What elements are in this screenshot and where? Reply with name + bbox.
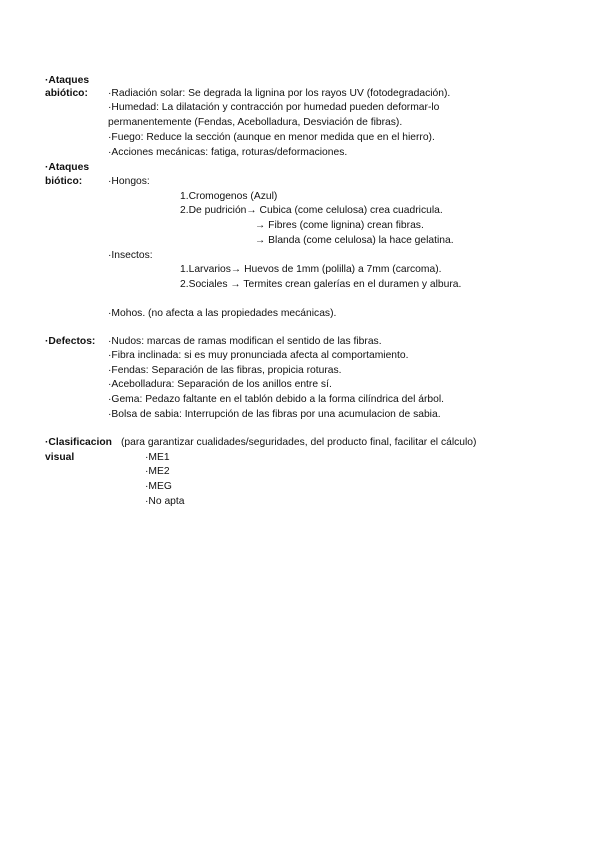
clasificacion-item: ·MEG: [145, 481, 172, 492]
insectos-label: ·Insectos:: [108, 250, 153, 261]
abiotico-item: permanentemente (Fendas, Acebolladura, Desviación de fibras).: [108, 117, 403, 128]
clasificacion-item: ·ME2: [145, 466, 170, 477]
clasificacion-heading-line1: ·Clasificacion: [45, 437, 112, 448]
defectos-heading: ·Defectos:: [45, 336, 96, 347]
insectos-item: 1.Larvarios→ Huevos de 1mm (polilla) a 7mm (carcoma).: [180, 264, 442, 275]
clasificacion-item: ·No apta: [145, 496, 185, 507]
hongos-item: → Fibres (come lignina) crean fibras.: [255, 220, 424, 231]
insectos-item: 2.Sociales → Termites crean galerías en el duramen y albura.: [180, 279, 462, 290]
clasificacion-heading-line2: visual: [45, 452, 75, 463]
defectos-item: ·Gema: Pedazo faltante en el tablón debido a la forma cilíndrica del árbol.: [108, 394, 444, 405]
defectos-item: ·Bolsa de sabia: Interrupción de las fibras por una acumulacion de sabia.: [108, 409, 441, 420]
biotico-heading-line1: ·Ataques: [45, 162, 90, 173]
defectos-item: ·Fendas: Separación de las fibras, propicia roturas.: [108, 365, 342, 376]
abiotico-item: ·Radiación solar: Se degrada la lignina por los rayos UV (fotodegradación).: [108, 88, 451, 99]
abiotico-item: ·Acciones mecánicas: fatiga, roturas/deformaciones.: [108, 147, 348, 158]
defectos-item: ·Fibra inclinada: si es muy pronunciada afecta al comportamiento.: [108, 350, 409, 361]
clasificacion-item: ·ME1: [145, 452, 170, 463]
abiotico-heading-line1: ·Ataques: [45, 75, 90, 86]
abiotico-item: ·Humedad: La dilatación y contracción por humedad pueden deformar-lo: [108, 102, 440, 113]
hongos-label: ·Hongos:: [108, 176, 150, 187]
defectos-item: ·Acebolladura: Separación de los anillos entre sí.: [108, 379, 332, 390]
clasificacion-note: (para garantizar cualidades/seguridades, del producto final, facilitar el cálculo): [121, 437, 477, 448]
hongos-item: 2.De pudrición→ Cubica (come celulosa) crea cuadricula.: [180, 205, 443, 216]
abiotico-heading-line2: abiótico:: [45, 88, 88, 99]
hongos-item: → Blanda (come celulosa) la hace gelatina.: [255, 235, 454, 246]
mohos-item: ·Mohos. (no afecta a las propiedades mecánicas).: [108, 308, 337, 319]
biotico-heading-line2: biótico:: [45, 176, 83, 187]
defectos-item: ·Nudos: marcas de ramas modifican el sentido de las fibras.: [108, 336, 382, 347]
hongos-item: 1.Cromogenos (Azul): [180, 191, 278, 202]
abiotico-item: ·Fuego: Reduce la sección (aunque en menor medida que en el hierro).: [108, 132, 435, 143]
